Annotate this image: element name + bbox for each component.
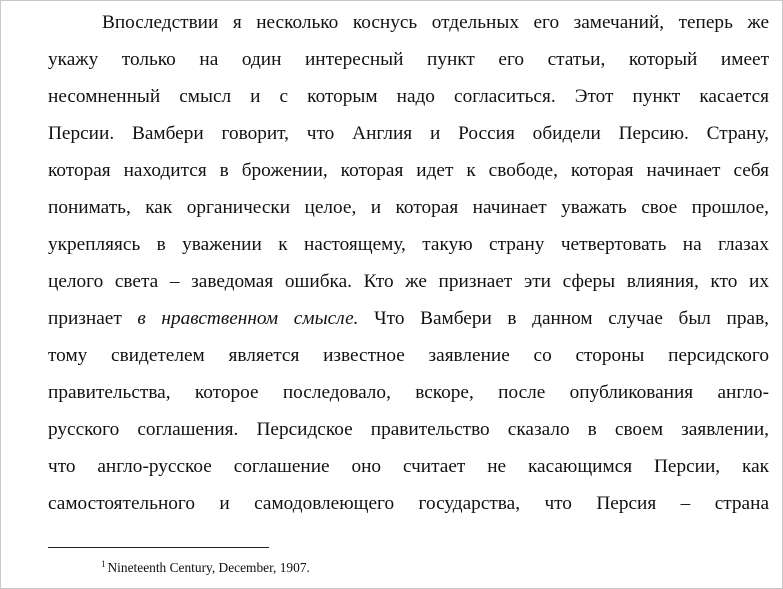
footnote-separator — [48, 547, 269, 548]
footnote-text: Nineteenth Century, December, 1907. — [107, 560, 310, 575]
text-fragment: Что Вамбери в данном случае был прав, — [358, 308, 769, 329]
text-line-with-italic — [48, 300, 769, 337]
text-line: которая находится в брожении, которая идет к свободе, которая начинает себя — [48, 160, 769, 181]
text-line: укажу только на один интересный пункт его статьи, который имеет — [48, 49, 769, 70]
text-line: самостоятельного и самодовлеющего государства, что Персия – страна — [48, 493, 769, 514]
text-line: что англо-русское соглашение оно считает не касающимся Персии, как — [48, 456, 769, 477]
text-line: целого света – заведомая ошибка. Кто же признает эти сферы влияния, кто их — [48, 271, 769, 292]
text-line: Впоследствии я несколько коснусь отдельных его замечаний, теперь же — [102, 12, 769, 33]
text-line: правительства, которое последовало, вскоре, после опубликования англо- — [48, 382, 769, 403]
text-line: понимать, как органически целое, и которая начинает уважать свое прошлое, — [48, 197, 769, 218]
text-line: несомненный смысл и с которым надо согласиться. Этот пункт касается — [48, 86, 769, 107]
text-line: Персии. Вамбери говорит, что Англия и Россия обидели Персию. Страну, — [48, 123, 769, 144]
text-line: тому свидетелем является известное заявление со стороны персидского — [48, 345, 769, 366]
text-line: русского соглашения. Персидское правительство сказало в своем заявлении, — [48, 419, 769, 440]
body-paragraph — [48, 4, 769, 522]
footnote-marker: 1 — [101, 559, 106, 569]
footnote — [101, 555, 310, 577]
italic-phrase: в нравственном смысле. — [137, 308, 359, 329]
text-fragment: признает — [48, 308, 138, 329]
text-line: укрепляясь в уважении к настоящему, такую страну четвертовать на глазах — [48, 234, 769, 255]
